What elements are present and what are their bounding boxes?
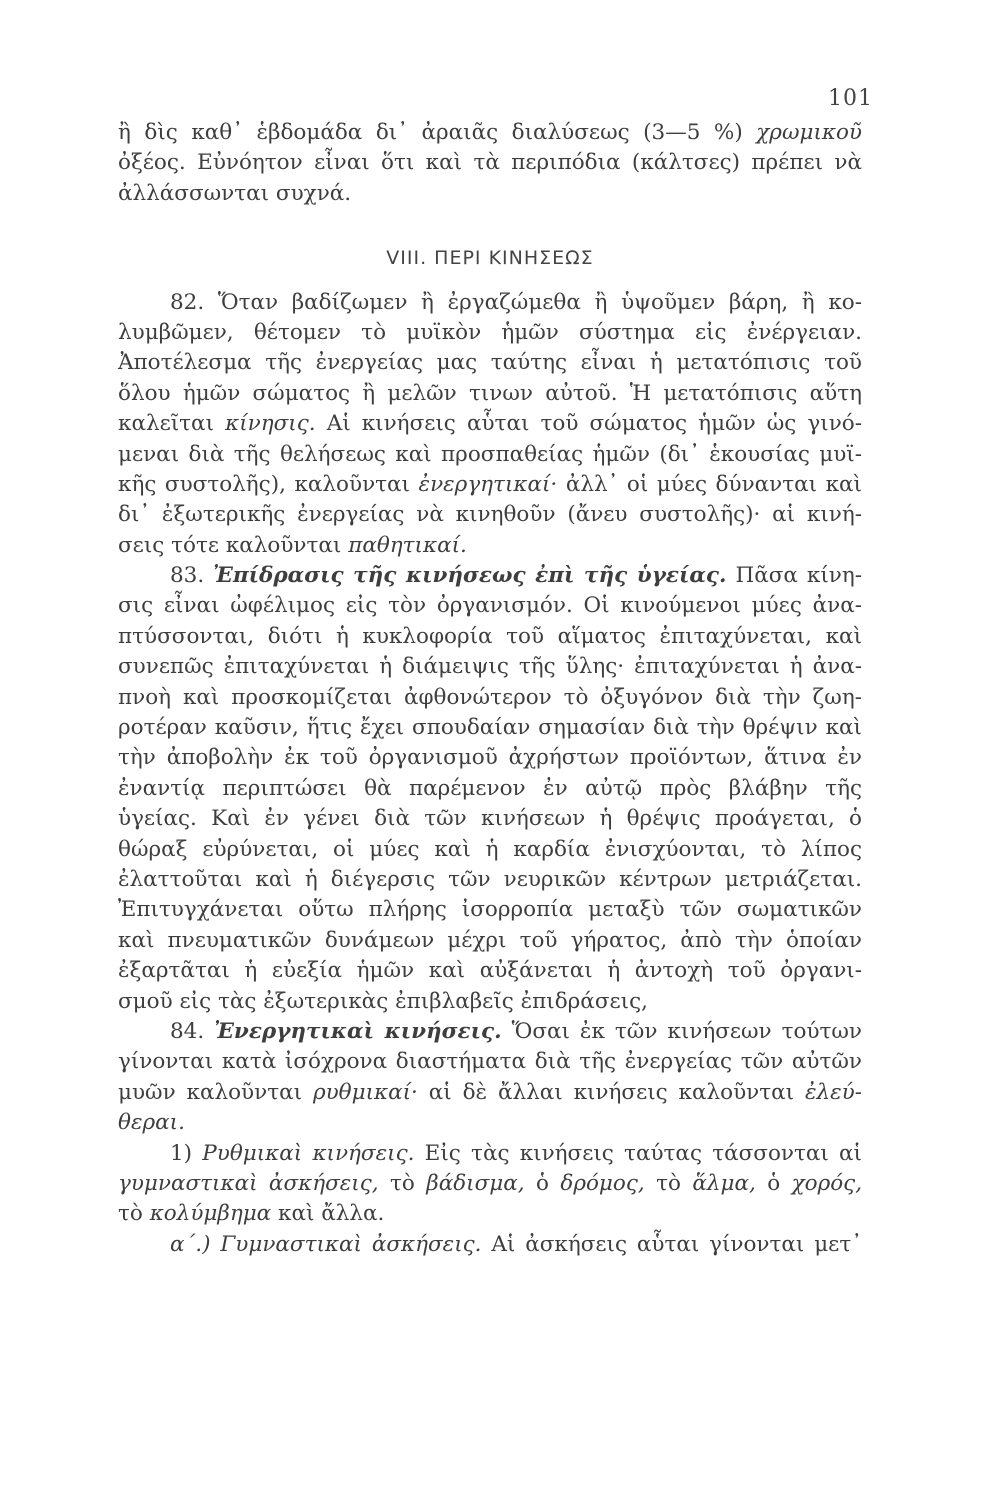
text-line [118, 409, 862, 439]
italic-span: θεραι. [118, 1110, 185, 1136]
italic-span: ἐνεργητικαί· [418, 471, 558, 497]
page-number: 101 [828, 86, 873, 111]
text-span: ἢ δὶς καθ᾽ ἑβδομάδα δι᾽ ἀραιᾶς διαλύσεως (3—5 %) [118, 120, 743, 145]
text-span: σεις τότε καλοῦνται [118, 532, 342, 558]
text-span: 84. [170, 1018, 205, 1044]
text-span: κῆς συστολῆς), καλοῦνται [118, 471, 410, 497]
italic-span: ρυθμικαί· [312, 1079, 418, 1105]
italic-span: Ρυθμικαὶ κινήσεις. [202, 1140, 415, 1166]
text-span: Εἰς τὰς κινήσεις ταύτας τάσσονται αἱ [424, 1140, 862, 1166]
italic-span: βάδισμα, [426, 1170, 525, 1196]
text-span: ὁ [767, 1170, 781, 1196]
italic-span: ἐλεύ- [804, 1079, 863, 1105]
italic-span: κίνησις. [225, 411, 316, 437]
text-line [118, 1017, 862, 1047]
italic-span: δρόμος, [560, 1170, 645, 1196]
text-line: θώραξ εὐρύνεται, οἱ μύες καὶ ἡ καρδία ἐνισχύονται, τὸ λίπος [118, 836, 862, 862]
text-line: ὅλου ἡμῶν σώματος ἢ μελῶν τινων αὐτοῦ. Ἡ μετατόπισις αὕτη [118, 380, 862, 406]
text-span: τὸ [656, 1170, 681, 1196]
text-line [118, 1169, 862, 1199]
text-line: ἐξαρτᾶται ἡ εὐεξία ἡμῶν καὶ αὐξάνεται ἡ ἀντοχὴ τοῦ ὀργανι- [118, 958, 862, 984]
text-line: δι᾽ ἐξωτερικῆς ἐνεργείας νὰ κινηθοῦν (ἄνευ συστολῆς)· αἱ κινή- [118, 502, 862, 528]
text-line: λυμβῶμεν, θέτομεν τὸ μυϊκὸν ἡμῶν σύστημα εἰς ἐνέργειαν. [118, 319, 862, 345]
text-span: καλεῖται [118, 411, 214, 437]
italic-span: γυμναστικαὶ ἀσκήσεις, [118, 1170, 379, 1196]
text-span: τὸ [390, 1170, 415, 1196]
text-span: Πᾶσα κίνη- [735, 563, 862, 589]
text-line: Ἀποτέλεσμα τῆς ἐνεργείας μας ταύτης εἶναι ἡ μετατόπισις τοῦ [118, 350, 862, 376]
text-span: τὸ [118, 1201, 143, 1227]
text-line: ἐλαττοῦται καὶ ἡ διέγερσις τῶν νευρικῶν κέντρων μετριάζεται. [118, 867, 862, 892]
text-line: ὑγείας. Καὶ ἐν γένει διὰ τῶν κινήσεων ἡ θρέψις προάγεται, ὁ [118, 806, 862, 832]
italic-span: χρωμικοῦ [756, 120, 862, 145]
text-line [118, 1230, 862, 1260]
text-line [118, 470, 862, 500]
text-line: συνεπῶς ἐπιταχύνεται ἡ διάμειψις τῆς ὕλης· ἐπιταχύνεται ἡ ἀνα- [118, 654, 862, 680]
text-line: μεναι διὰ τῆς θελήσεως καὶ προσπαθείας ἡμῶν (δι᾽ ἑκουσίας μυϊ- [118, 441, 862, 467]
italic-span: α΄.) [170, 1231, 211, 1257]
text-span: ἀλλ᾽ οἱ μύες δύνανται καὶ [565, 471, 862, 497]
text-line: Ἐπιτυγχάνεται οὕτω πλήρης ἰσορροπία μεταξὺ τῶν σωματικῶν [118, 897, 862, 923]
text-span: καὶ ἄλλα. [278, 1201, 385, 1227]
italic-span: χορός, [791, 1170, 863, 1196]
text-line: σις εἶναι ὠφέλιμος εἰς τὸν ὀργανισμόν. Οἱ κινούμενοι μύες ἀνα- [118, 593, 862, 619]
text-line: γίνονται κατὰ ἰσόχρονα διαστήματα διὰ τῆς ἐνεργείας τῶν αὐτῶν [118, 1049, 862, 1075]
text-line [118, 561, 862, 591]
text-span: Αἱ κινήσεις αὗται τοῦ σώματος ἡμῶν ὡς γινό- [326, 411, 862, 437]
section-heading: VIII. ΠΕΡΙ ΚΙΝΗΣΕΩΣ [386, 247, 594, 270]
text-span: 1) [170, 1140, 193, 1166]
italic-span: κολύμβημα [149, 1201, 272, 1227]
page-body [118, 118, 862, 1260]
text-span: Αἱ ἀσκήσεις αὗται γίνονται μετ᾽ [491, 1231, 862, 1257]
text-line: πνοὴ καὶ προσκομίζεται ἀφθονώτερον τὸ ὀξυγόνον διὰ τὴν ζωη- [118, 684, 862, 710]
text-span: Ὅσαι ἐκ τῶν κινήσεων τούτων [511, 1018, 863, 1044]
text-line [118, 1199, 862, 1229]
text-span: ὁ [536, 1170, 549, 1196]
paragraph-title: Ἐπίδρασις τῆς κινήσεως ἐπὶ τῆς ὑγείας. [213, 563, 727, 589]
text-line: 82. Ὅταν βαδίζωμεν ἢ ἐργαζώμεθα ἢ ὑψοῦμεν βάρη, ἢ κο- [170, 289, 862, 315]
text-span: 83. [170, 563, 205, 589]
text-line: ὀξέος. Εὐνόητον εἶναι ὅτι καὶ τὰ περιπόδια (κάλτσες) πρέπει νὰ [118, 150, 862, 176]
text-line: τὴν ἀποβολὴν ἐκ τοῦ ὀργανισμοῦ ἀχρήστων προϊόντων, ἅτινα ἐν [118, 745, 862, 771]
text-line [118, 118, 862, 148]
text-line [118, 1108, 862, 1138]
italic-span: Γυμναστικαὶ ἀσκήσεις. [220, 1231, 482, 1257]
text-line [118, 531, 862, 561]
text-line: καὶ πνευματικῶν δυνάμεων μέχρι τοῦ γήρατος, ἀπὸ τὴν ὁποίαν [118, 927, 862, 953]
text-line: πτύσσονται, διότι ἡ κυκλοφορία τοῦ αἵματος ἐπιταχύνεται, καὶ [118, 623, 862, 649]
italic-span: παθητικαί. [348, 532, 467, 558]
text-span: μυῶν καλοῦνται [118, 1079, 303, 1105]
paragraph-title: Ἐνεργητικαὶ κινήσεις. [214, 1018, 502, 1044]
text-line: ἐναντίᾳ περιπτώσει θὰ παρέμενον ἐν αὐτῷ πρὸς βλάβην τῆς [118, 775, 862, 801]
text-span: αἱ δὲ ἄλλαι κινήσεις καλοῦνται [428, 1079, 795, 1105]
text-line [118, 1078, 862, 1108]
text-line: ροτέραν καῦσιν, ἥτις ἔχει σπουδαίαν σημασίαν διὰ τὴν θρέψιν καὶ [118, 715, 862, 741]
text-line: σμοῦ εἰς τὰς ἐξωτερικὰς ἐπιβλαβεῖς ἐπιδράσεις, [118, 988, 648, 1014]
text-line: ἀλλάσσωνται συχνά. [118, 180, 352, 206]
italic-span: ἅλμα, [692, 1170, 756, 1196]
text-line [118, 1139, 862, 1169]
